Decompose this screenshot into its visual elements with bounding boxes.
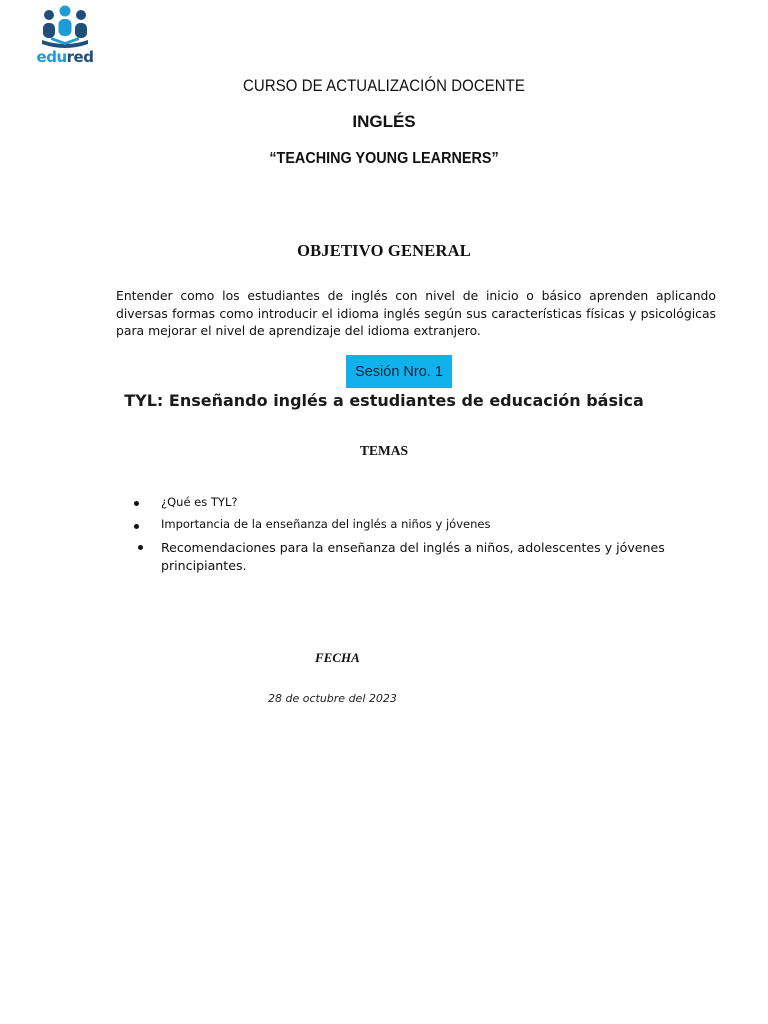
subject-title: INGLÉS	[352, 112, 416, 131]
date-label: FECHA	[315, 650, 360, 665]
edured-logo	[34, 4, 96, 66]
list-item-text: Recomendaciones para la enseñanza del inglés a niños, adolescentes y jóvenes principiantes.	[161, 540, 665, 573]
bullet-icon	[138, 545, 143, 550]
course-subtitle: “TEACHING YOUNG LEARNERS”	[269, 150, 499, 167]
objective-paragraph: Entender como los estudiantes de inglés con nivel de inicio o básico aprenden aplicando diversas formas como introducir el idioma inglés según sus características físicas y psicológicas para mejorar el nivel de aprendizaje del idioma extranjero.	[116, 288, 716, 338]
list-item-text: ¿Qué es TYL?	[161, 495, 238, 509]
objective-heading: OBJETIVO GENERAL	[297, 241, 471, 260]
people-icon	[34, 4, 96, 50]
session-title: TYL: Enseñando inglés a estudiantes de educación básica	[124, 391, 644, 410]
date-value: 28 de octubre del 2023	[268, 692, 397, 705]
bullet-icon	[134, 524, 139, 529]
themes-heading: TEMAS	[359, 443, 408, 458]
session-badge: Sesión Nro. 1	[346, 355, 452, 388]
logo-wordmark: edured	[36, 48, 94, 66]
list-item-text: Importancia de la enseñanza del inglés a niños y jóvenes	[161, 517, 491, 531]
course-title: CURSO DE ACTUALIZACIÓN DOCENTE	[243, 76, 525, 95]
bullet-icon	[134, 501, 139, 506]
